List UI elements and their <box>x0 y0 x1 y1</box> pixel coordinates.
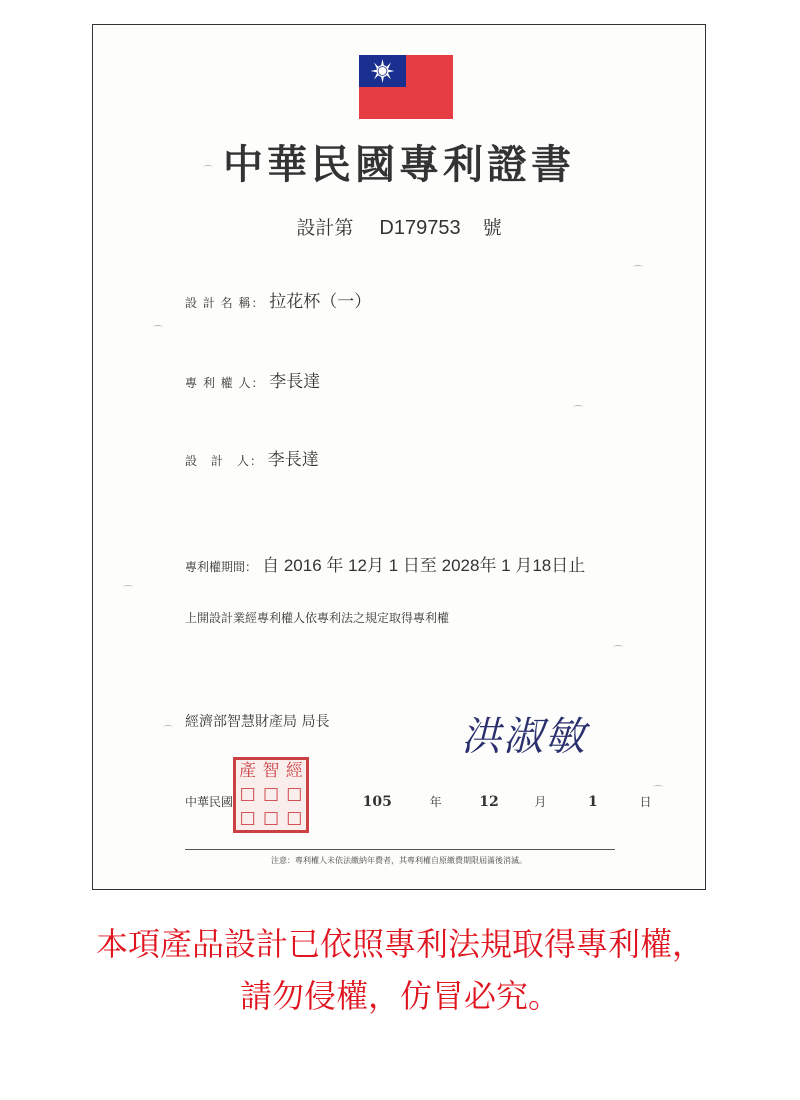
design-name-label: 設 計 名 稱： <box>185 296 265 310</box>
date-prefix: 中華民國 <box>185 795 234 809</box>
designer-label: 設 計 人： <box>185 454 264 468</box>
infringement-warning <box>0 918 800 1022</box>
seal-char: 智 <box>262 761 280 782</box>
patent-term-label: 專利權期間： <box>185 560 258 574</box>
number-prefix: 設計第 <box>296 217 354 239</box>
date-year-unit: 年 <box>429 795 442 809</box>
patentee-field <box>185 367 320 392</box>
fee-notice: 注意：專利權人未依法繳納年費者，其專利權自原繳費期限屆滿後消滅。 <box>271 856 527 865</box>
patent-certificate <box>92 24 706 890</box>
date-month-unit: 月 <box>534 795 547 809</box>
patent-term-value: 自 2016 年 12月 1 日至 2028年 1 月18日止 <box>262 556 586 575</box>
designer-field <box>185 445 319 470</box>
seal-char: 產 <box>239 761 257 782</box>
grant-statement: 上開設計業經專利權人依專利法之規定取得專利權 <box>185 611 450 625</box>
issuer-title: 經濟部智慧財產局 局長 <box>185 714 330 730</box>
official-seal: 產 智 經 □ □ □ □ □ □ <box>233 757 309 833</box>
director-signature: 洪淑敏 <box>461 714 587 760</box>
certificate-title: 中華民國專利證書 <box>223 141 575 188</box>
date-day: 1 <box>588 794 598 810</box>
certificate-number: D179753 <box>379 217 461 239</box>
warning-line-2: 請勿侵權，仿冒必究。 <box>239 977 560 1015</box>
roc-flag-icon <box>359 55 453 119</box>
designer-value: 李長達 <box>267 450 319 470</box>
date-month: 12 <box>479 794 499 810</box>
design-name-value: 拉花杯（一） <box>269 292 372 312</box>
seal-char: 經 <box>285 761 303 782</box>
patent-term-field <box>185 551 585 576</box>
footer-divider <box>185 849 615 850</box>
number-suffix: 號 <box>482 217 502 239</box>
date-day-unit: 日 <box>639 795 652 809</box>
date-year: 105 <box>362 794 392 810</box>
design-name-field <box>185 287 371 312</box>
patentee-value: 李長達 <box>269 372 321 392</box>
warning-line-1: 本項產品設計已依照專利法規取得專利權， <box>95 925 704 963</box>
certificate-number-row <box>93 213 705 240</box>
patentee-label: 專 利 權 人： <box>185 376 265 390</box>
